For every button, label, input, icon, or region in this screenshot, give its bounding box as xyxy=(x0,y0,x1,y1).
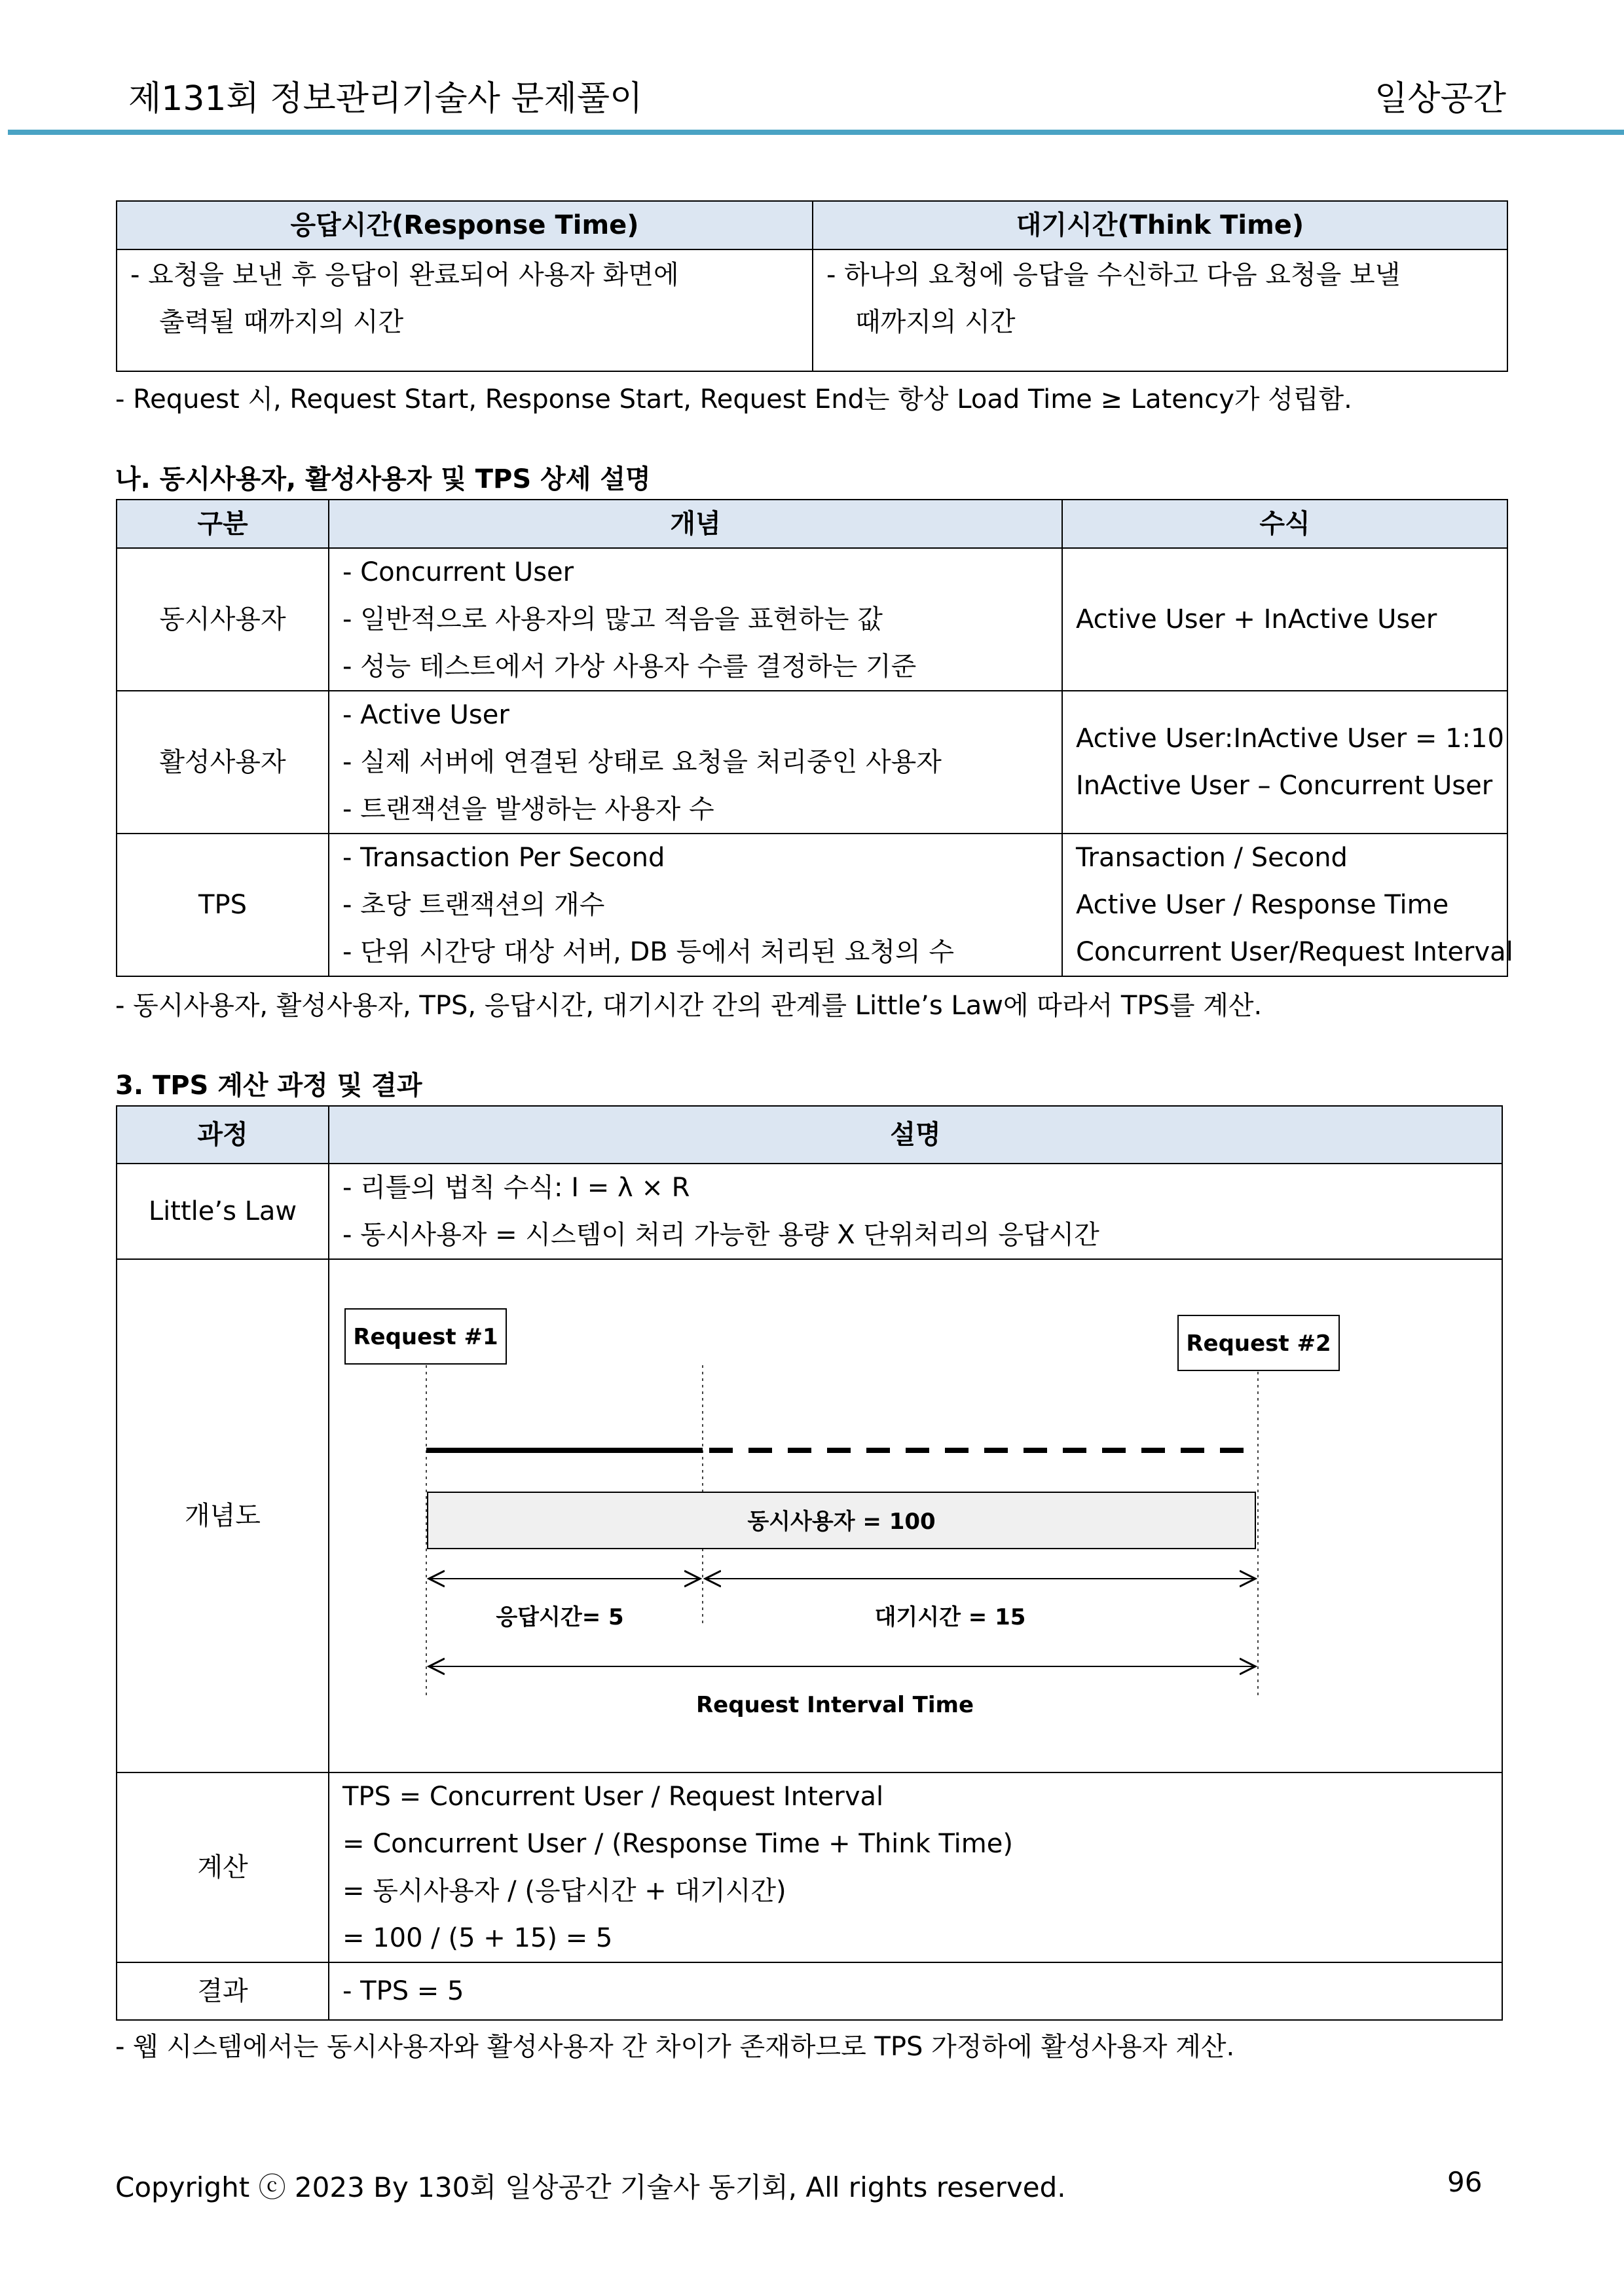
header-category: 구분 xyxy=(117,500,329,548)
active-user-note: - 웹 시스템에서는 동시사용자와 활성사용자 간 차이가 존재하므로 TPS 가정하에 활성사용자 계산. xyxy=(115,2032,1235,2062)
row-active-concept: - Active User - 실제 서버에 연결된 상태로 요청을 처리중인 사용자 - 트랜잭션을 발생하는 사용자 수 xyxy=(329,691,1062,834)
page-header-title: 제131회 정보관리기술사 문제풀이 xyxy=(128,79,643,119)
user-definition-table xyxy=(116,499,1513,977)
header-response-time: 응답시간(Response Time) xyxy=(117,201,813,249)
row-active-name: 활성사용자 xyxy=(117,691,329,834)
concurrent-user-label: 동시사용자 = 100 xyxy=(747,1509,936,1535)
response-time-line-1: - 요청을 보낸 후 응답이 완료되어 사용자 화면에 xyxy=(130,260,679,290)
response-time-line-2: 출력될 때까지의 시간 xyxy=(159,307,404,337)
header-description: 설명 xyxy=(329,1106,1502,1164)
think-time-line-1: - 하나의 요청에 응답을 수신하고 다음 요청을 보낼 xyxy=(826,260,1401,290)
header-process: 과정 xyxy=(117,1106,329,1164)
header-formula: 수식 xyxy=(1062,500,1507,548)
request-1-label: Request #1 xyxy=(353,1324,498,1350)
row-tps-concept: - Transaction Per Second - 초당 트랜잭션의 개수 - 단위 시간당 대상 서버, DB 등에서 처리된 요청의 수 xyxy=(329,834,1062,976)
section-2-title: 나. 동시사용자, 활성사용자 및 TPS 상세 설명 xyxy=(115,464,651,494)
header-think-time: 대기시간(Think Time) xyxy=(813,201,1507,249)
think-time-label: 대기시간 = 15 xyxy=(874,1604,1026,1630)
think-time-line-2: 때까지의 시간 xyxy=(855,307,1016,337)
row-active-formula: Active User:InActive User = 1:10 InActive User – Concurrent User xyxy=(1062,691,1507,834)
header-divider xyxy=(8,130,1624,135)
littles-law-note: - 동시사용자, 활성사용자, TPS, 응답시간, 대기시간 간의 관계를 Little’s Law에 따라서 TPS를 계산. xyxy=(115,991,1263,1021)
row-concurrent-name: 동시사용자 xyxy=(117,548,329,691)
row-tps-name: TPS xyxy=(117,834,329,976)
response-think-table xyxy=(116,200,1508,372)
request-2-label: Request #2 xyxy=(1186,1331,1331,1357)
row-tps-formula: Transaction / Second Active User / Response Time Concurrent User/Request Interval xyxy=(1062,834,1507,976)
page-number: 96 xyxy=(1447,2166,1483,2198)
interval-label: Request Interval Time xyxy=(695,1692,974,1718)
response-time-cell xyxy=(117,249,813,371)
copyright-footer: Copyright ⓒ 2023 By 130회 일상공간 기술사 동기회, All rights reserved. xyxy=(115,2171,1066,2203)
think-time-cell xyxy=(813,249,1507,371)
row-concurrent-formula: Active User + InActive User xyxy=(1062,548,1507,691)
littles-law-name: Little’s Law xyxy=(117,1164,329,1259)
littles-law-desc: - 리틀의 법칙 수식: I = λ × R - 동시사용자 = 시스템이 처리 가능한 용량 X 단위처리의 응답시간 xyxy=(329,1164,1502,1259)
page-header-brand: 일상공간 xyxy=(1375,79,1506,119)
load-time-note: - Request 시, Request Start, Response Start, Request End는 항상 Load Time ≥ Latency가 성립함. xyxy=(115,384,1352,414)
section-3-title: 3. TPS 계산 과정 및 결과 xyxy=(115,1071,422,1101)
header-concept: 개념 xyxy=(329,500,1062,548)
row-concurrent-concept: - Concurrent User - 일반적으로 사용자의 많고 적음을 표현하는 값 - 성능 테스트에서 가상 사용자 수를 결정하는 기준 xyxy=(329,548,1062,691)
calc-name: 계산 xyxy=(117,1772,329,1962)
response-time-label: 응답시간= 5 xyxy=(496,1604,624,1630)
result-value: - TPS = 5 xyxy=(329,1962,1502,2020)
diagram-cell xyxy=(329,1259,1502,1772)
concept-diagram xyxy=(329,1260,1502,1771)
tps-calculation-table xyxy=(116,1105,1503,2021)
result-name: 결과 xyxy=(117,1962,329,2020)
diagram-name: 개념도 xyxy=(117,1259,329,1772)
calc-desc: TPS = Concurrent User / Request Interval = Concurrent User / (Response Time + Think Time) = 동시사용자 / (응답시간 + 대기시간) = 100 / (5 + 15) = 5 xyxy=(329,1772,1502,1962)
